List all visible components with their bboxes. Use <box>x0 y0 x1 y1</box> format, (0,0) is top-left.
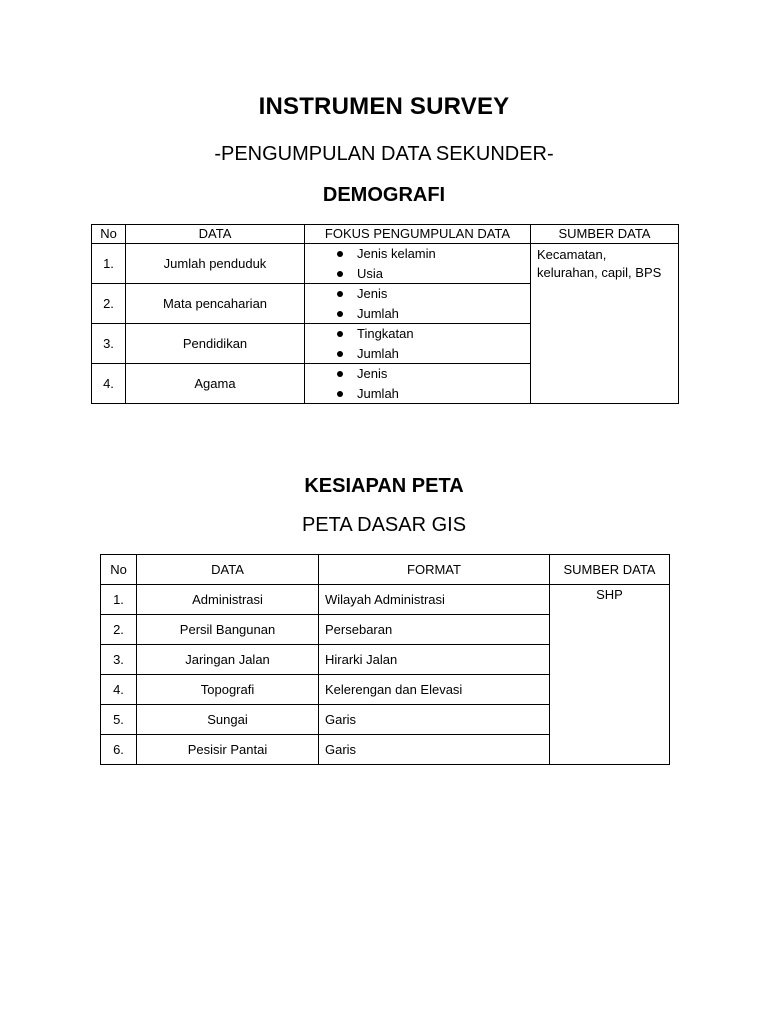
row-number: 1. <box>92 244 126 284</box>
header-data: DATA <box>137 555 319 585</box>
document-subtitle: -PENGUMPULAN DATA SEKUNDER- <box>214 143 554 165</box>
peta-table <box>100 554 670 765</box>
row-format: Persebaran <box>319 615 550 645</box>
row-format: Kelerengan dan Elevasi <box>319 675 550 705</box>
row-data: Pendidikan <box>126 324 305 364</box>
table-row <box>92 244 679 284</box>
row-data: Persil Bangunan <box>137 615 319 645</box>
row-focus <box>305 244 531 284</box>
row-data: Administrasi <box>137 585 319 615</box>
source-cell <box>531 244 679 404</box>
row-number: 2. <box>92 284 126 324</box>
row-number: 5. <box>101 705 137 735</box>
list-item: Jumlah <box>313 384 530 404</box>
source-line: kelurahan, capil, BPS <box>537 265 662 280</box>
document-title: INSTRUMEN SURVEY <box>258 93 510 120</box>
row-number: 3. <box>101 645 137 675</box>
list-item: Jenis <box>313 364 530 384</box>
list-item: Usia <box>313 264 530 284</box>
list-item: Jumlah <box>313 344 530 364</box>
source-line: Kecamatan, <box>537 247 607 262</box>
header-no: No <box>101 555 137 585</box>
row-data: Pesisir Pantai <box>137 735 319 765</box>
section-heading-kesiapan-peta: KESIAPAN PETA <box>304 475 464 497</box>
row-focus <box>305 324 531 364</box>
row-data: Jumlah penduduk <box>126 244 305 284</box>
list-item: Jenis <box>313 284 530 304</box>
row-number: 6. <box>101 735 137 765</box>
row-number: 4. <box>92 364 126 404</box>
focus-list <box>313 364 530 403</box>
section-subheading-peta-dasar: PETA DASAR GIS <box>301 514 467 536</box>
header-source: SUMBER DATA <box>550 555 670 585</box>
header-source: SUMBER DATA <box>531 225 679 244</box>
row-format: Hirarki Jalan <box>319 645 550 675</box>
header-no: No <box>92 225 126 244</box>
row-format: Garis <box>319 705 550 735</box>
demografi-table <box>91 224 679 404</box>
header-data: DATA <box>126 225 305 244</box>
table-header-row <box>101 555 670 585</box>
header-focus: FOKUS PENGUMPULAN DATA <box>305 225 531 244</box>
row-data: Topografi <box>137 675 319 705</box>
table-row <box>101 585 670 615</box>
row-number: 1. <box>101 585 137 615</box>
focus-list <box>313 244 530 283</box>
row-format: Wilayah Administrasi <box>319 585 550 615</box>
list-item: Jenis kelamin <box>313 244 530 264</box>
row-focus <box>305 284 531 324</box>
header-format: FORMAT <box>319 555 550 585</box>
row-data: Sungai <box>137 705 319 735</box>
focus-list <box>313 324 530 363</box>
list-item: Jumlah <box>313 304 530 324</box>
row-number: 4. <box>101 675 137 705</box>
row-format: Garis <box>319 735 550 765</box>
row-data: Mata pencaharian <box>126 284 305 324</box>
row-number: 3. <box>92 324 126 364</box>
focus-list <box>313 284 530 323</box>
row-focus <box>305 364 531 404</box>
list-item: Tingkatan <box>313 324 530 344</box>
section-heading-demografi: DEMOGRAFI <box>322 184 446 206</box>
row-data: Agama <box>126 364 305 404</box>
row-data: Jaringan Jalan <box>137 645 319 675</box>
source-cell: SHP <box>550 585 670 765</box>
row-number: 2. <box>101 615 137 645</box>
table-header-row <box>92 225 679 244</box>
